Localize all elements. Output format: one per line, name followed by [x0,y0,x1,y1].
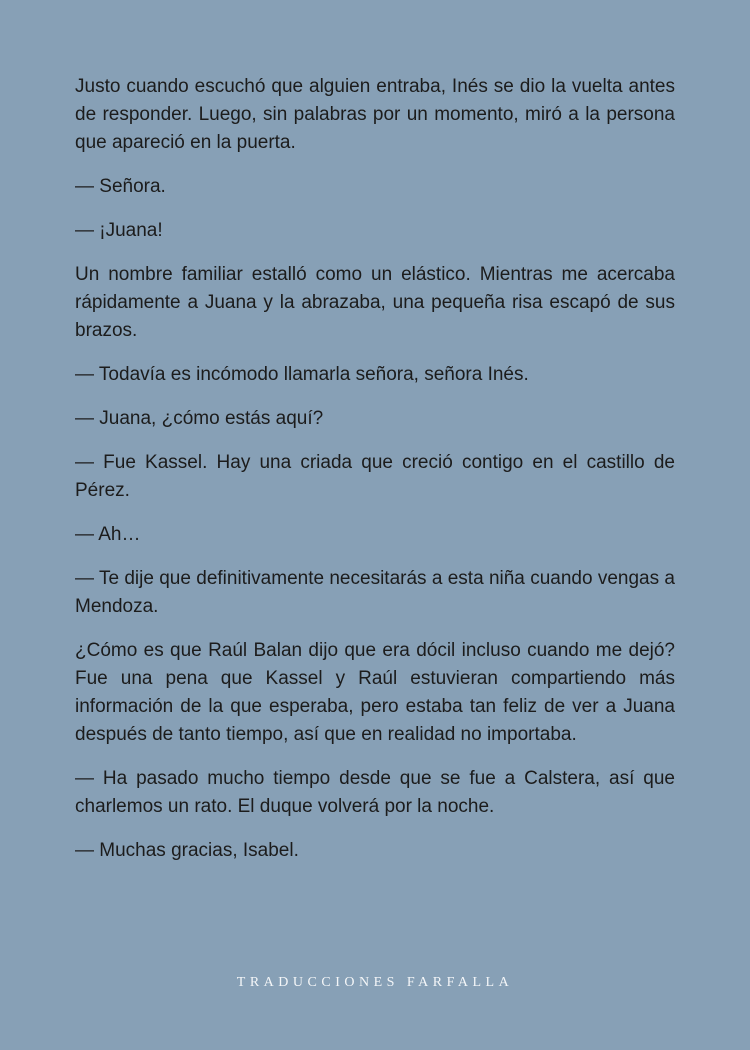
paragraph: — ¡Juana! [75,220,163,241]
page-body [75,73,675,881]
paragraph: ¿Cómo es que Raúl Balan dijo que era dócil incluso cuando me dejó? Fue una pena que Kassel y Raúl estuvieran compartiendo más información de la que esperaba, pero estaba tan feliz de ver a Juana después de tanto tiempo, así que en realidad no importaba. [75,640,675,745]
paragraph: — Ha pasado mucho tiempo desde que se fue a Calstera, así que charlemos un rato. El duque volverá por la noche. [75,768,675,817]
paragraph: — Todavía es incómodo llamarla señora, señora Inés. [75,364,529,385]
paragraph: Un nombre familiar estalló como un elástico. Mientras me acercaba rápidamente a Juana y la abrazaba, una pequeña risa escapó de sus brazos. [75,264,675,341]
paragraph: Justo cuando escuchó que alguien entraba, Inés se dio la vuelta antes de responder. Luego, sin palabras por un momento, miró a la persona que apareció en la puerta. [75,76,675,153]
paragraph: — Señora. [75,176,166,197]
paragraph: — Juana, ¿cómo estás aquí? [75,408,324,429]
paragraph: — Ah… [75,524,141,545]
footer-credit: TRADUCCIONES FARFALLA [236,975,514,990]
paragraph: — Te dije que definitivamente necesitarás a esta niña cuando vengas a Mendoza. [75,568,675,617]
paragraph: — Muchas gracias, Isabel. [75,840,299,861]
paragraph: — Fue Kassel. Hay una criada que creció contigo en el castillo de Pérez. [75,452,675,501]
